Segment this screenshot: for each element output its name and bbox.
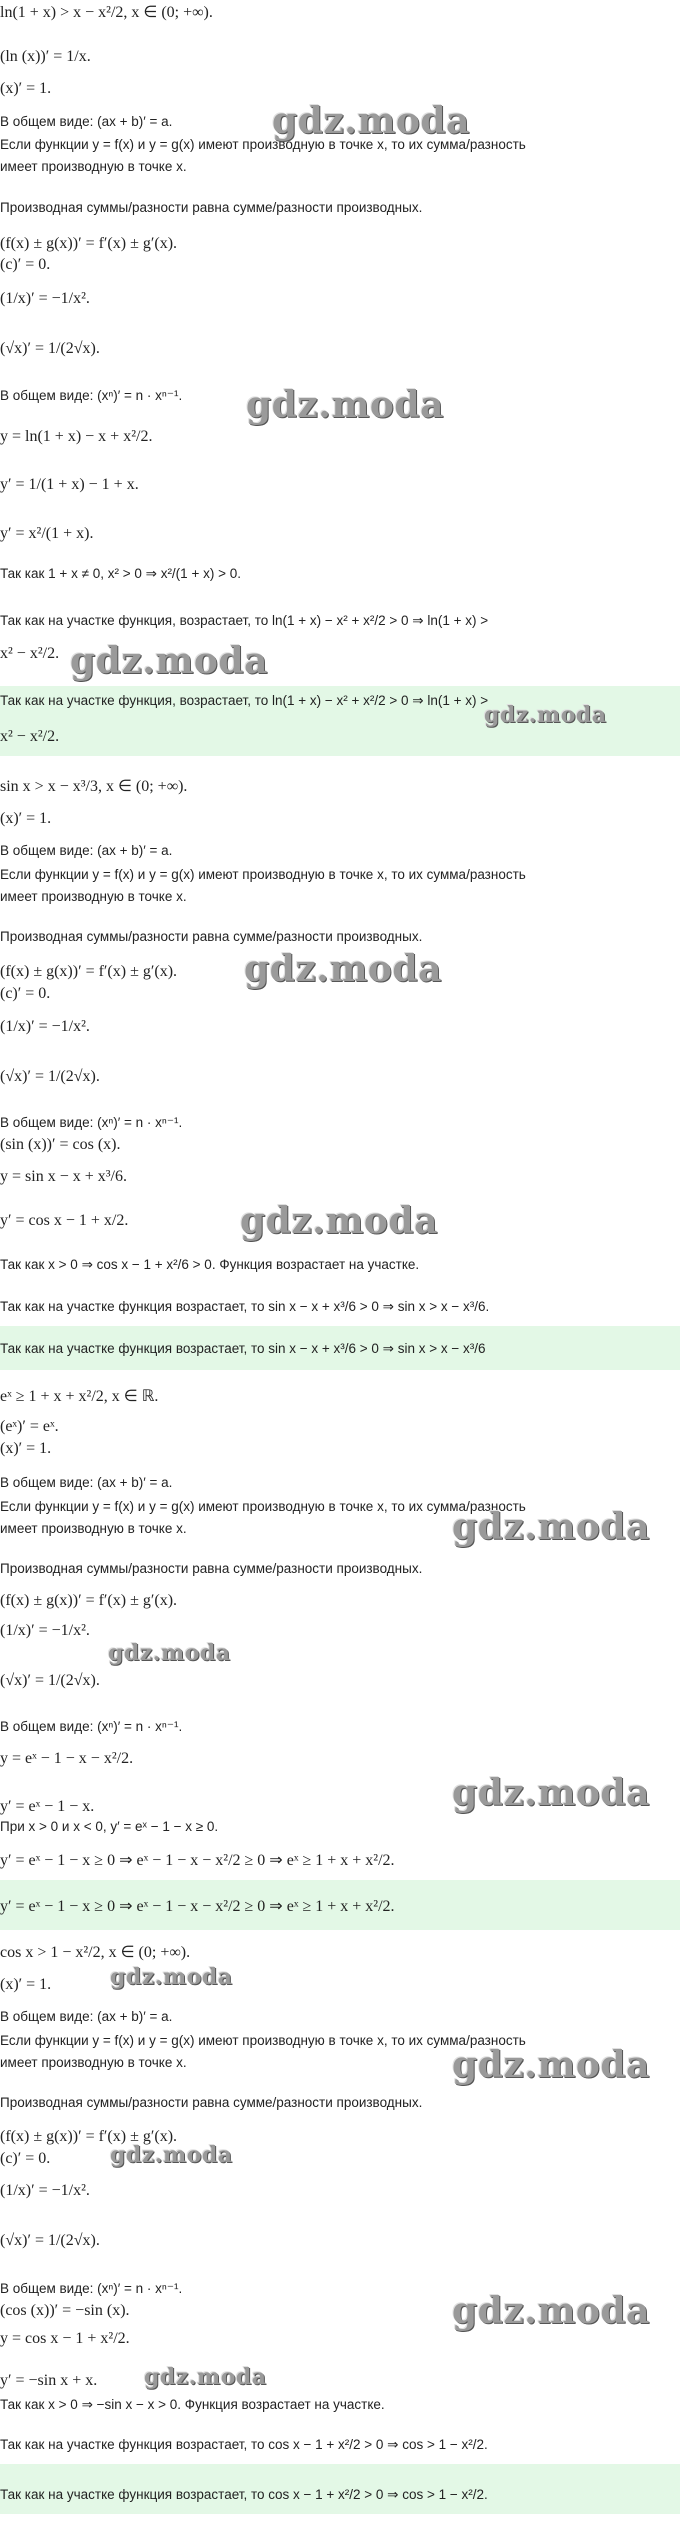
- text-line: имеет производную в точке x.: [0, 159, 187, 174]
- formula-line: (f(x) ± g(x))′ = f′(x) ± g′(x).: [0, 963, 178, 980]
- watermark-logo: gdz.moda: [452, 2044, 650, 2086]
- formula-line: (√x)′ = 1/(2√x).: [0, 340, 100, 357]
- formula-line: sin x > x − x³/3, x ∈ (0; +∞).: [0, 778, 188, 795]
- watermark-logo: gdz.moda: [246, 384, 444, 426]
- text-line: имеет производную в точке x.: [0, 2055, 187, 2070]
- formula-line: (√x)′ = 1/(2√x).: [0, 2232, 100, 2249]
- formula-line: (1/x)′ = −1/x².: [0, 1018, 90, 1035]
- text-line: В общем виде: (xⁿ)′ = n · xⁿ⁻¹.: [0, 2281, 183, 2296]
- formula-line: (√x)′ = 1/(2√x).: [0, 1068, 100, 1085]
- watermark-logo: gdz.moda: [452, 1506, 650, 1548]
- formula-line: (x)′ = 1.: [0, 1976, 52, 1993]
- text-line: В общем виде: (ax + b)′ = a.: [0, 2009, 173, 2024]
- text-line: Производная суммы/разности равна сумме/разности производных.: [0, 929, 423, 944]
- formula-line: (c)′ = 0.: [0, 256, 51, 273]
- text-line: Так как на участке функция возрастает, то cos x − 1 + x²/2 > 0 ⇒ cos > 1 − x²/2.: [0, 2437, 488, 2452]
- text-line: В общем виде: (ax + b)′ = a.: [0, 114, 173, 129]
- formula-line: (1/x)′ = −1/x².: [0, 2182, 90, 2199]
- formula-line: (1/x)′ = −1/x².: [0, 290, 90, 307]
- formula-line: (sin (x))′ = cos (x).: [0, 1136, 121, 1153]
- formula-line: y = ln(1 + x) − x + x²/2.: [0, 428, 153, 445]
- text-line: В общем виде: (xⁿ)′ = n · xⁿ⁻¹.: [0, 1115, 183, 1130]
- text-line: имеет производную в точке x.: [0, 889, 187, 904]
- formula-line: y′ = x²/(1 + x).: [0, 525, 94, 542]
- text-line: В общем виде: (xⁿ)′ = n · xⁿ⁻¹.: [0, 388, 183, 403]
- text-line: Производная суммы/разности равна сумме/разности производных.: [0, 1561, 423, 1576]
- formula-line: (c)′ = 0.: [0, 985, 51, 1002]
- text-line: При x > 0 и x < 0, y′ = eˣ − 1 − x ≥ 0.: [0, 1819, 219, 1834]
- watermark-logo: gdz.moda: [244, 948, 442, 990]
- formula-line: y′ = 1/(1 + x) − 1 + x.: [0, 476, 139, 493]
- text-line: Так как x > 0 ⇒ −sin x − x > 0. Функция возрастает на участке.: [0, 2397, 385, 2412]
- formula-line: eˣ ≥ 1 + x + x²/2, x ∈ ℝ.: [0, 1388, 159, 1405]
- text-line: Если функции y = f(x) и y = g(x) имеют производную в точке x, то их сумма/разность: [0, 867, 526, 882]
- formula-line: (1/x)′ = −1/x².: [0, 1622, 90, 1639]
- text-line: Так как 1 + x ≠ 0, x² > 0 ⇒ x²/(1 + x) > 0.: [0, 566, 241, 581]
- formula-line: x² − x²/2.: [0, 728, 60, 745]
- formula-line: y = eˣ − 1 − x − x²/2.: [0, 1750, 134, 1767]
- formula-line: (f(x) ± g(x))′ = f′(x) ± g′(x).: [0, 235, 178, 252]
- formula-line: (x)′ = 1.: [0, 80, 52, 97]
- text-line: Так как на участке функция возрастает, то sin x − x + x³/6 > 0 ⇒ sin x > x − x³/6: [0, 1341, 486, 1356]
- watermark-logo: gdz.moda: [110, 2142, 233, 2168]
- text-line: имеет производную в точке x.: [0, 1521, 187, 1536]
- watermark-logo: gdz.moda: [272, 100, 470, 142]
- formula-line: (f(x) ± g(x))′ = f′(x) ± g′(x).: [0, 1592, 178, 1609]
- watermark-logo: gdz.moda: [110, 1964, 233, 1990]
- formula-line: (ln (x))′ = 1/x.: [0, 48, 91, 65]
- text-line: Производная суммы/разности равна сумме/разности производных.: [0, 2095, 423, 2110]
- formula-line: (cos (x))′ = −sin (x).: [0, 2302, 130, 2319]
- text-line: В общем виде: (xⁿ)′ = n · xⁿ⁻¹.: [0, 1719, 183, 1734]
- formula-line: (x)′ = 1.: [0, 810, 52, 827]
- formula-line: (√x)′ = 1/(2√x).: [0, 1672, 100, 1689]
- formula-line: (x)′ = 1.: [0, 1440, 52, 1457]
- formula-line: (c)′ = 0.: [0, 2150, 51, 2167]
- text-line: Так как x > 0 ⇒ cos x − 1 + x²/6 > 0. Функция возрастает на участке.: [0, 1257, 420, 1272]
- text-line: В общем виде: (ax + b)′ = a.: [0, 1475, 173, 1490]
- text-line: Производная суммы/разности равна сумме/разности производных.: [0, 200, 423, 215]
- formula-line: y′ = eˣ − 1 − x.: [0, 1798, 95, 1815]
- watermark-logo: gdz.moda: [452, 2290, 650, 2332]
- watermark-logo: gdz.moda: [240, 1200, 438, 1242]
- formula-line: x² − x²/2.: [0, 645, 60, 662]
- text-line: Если функции y = f(x) и y = g(x) имеют производную в точке x, то их сумма/разность: [0, 137, 526, 152]
- text-line: Так как на участке функция, возрастает, то ln(1 + x) − x² + x²/2 > 0 ⇒ ln(1 + x) >: [0, 693, 489, 708]
- text-line: В общем виде: (ax + b)′ = a.: [0, 843, 173, 858]
- formula-line: y′ = eˣ − 1 − x ≥ 0 ⇒ eˣ − 1 − x − x²/2 ≥ 0 ⇒ eˣ ≥ 1 + x + x²/2.: [0, 1852, 395, 1869]
- formula-line: (f(x) ± g(x))′ = f′(x) ± g′(x).: [0, 2128, 178, 2145]
- text-line: Так как на участке функция возрастает, то sin x − x + x³/6 > 0 ⇒ sin x > x − x³/6.: [0, 1299, 490, 1314]
- formula-line: y = sin x − x + x³/6.: [0, 1168, 127, 1185]
- formula-line: y′ = eˣ − 1 − x ≥ 0 ⇒ eˣ − 1 − x − x²/2 ≥ 0 ⇒ eˣ ≥ 1 + x + x²/2.: [0, 1898, 395, 1915]
- text-line: Если функции y = f(x) и y = g(x) имеют производную в точке x, то их сумма/разность: [0, 1499, 526, 1514]
- watermark-logo: gdz.moda: [452, 1772, 650, 1814]
- watermark-logo: gdz.moda: [144, 2364, 267, 2390]
- watermark-logo: gdz.moda: [484, 702, 607, 728]
- text-line: Если функции y = f(x) и y = g(x) имеют производную в точке x, то их сумма/разность: [0, 2033, 526, 2048]
- formula-line: (eˣ)′ = eˣ.: [0, 1418, 59, 1435]
- formula-line: y′ = cos x − 1 + x/2.: [0, 1212, 129, 1229]
- text-line: Так как на участке функция возрастает, то cos x − 1 + x²/2 > 0 ⇒ cos > 1 − x²/2.: [0, 2487, 488, 2502]
- formula-line: cos x > 1 − x²/2, x ∈ (0; +∞).: [0, 1944, 191, 1961]
- formula-line: ln(1 + x) > x − x²/2, x ∈ (0; +∞).: [0, 4, 213, 21]
- watermark-logo: gdz.moda: [70, 640, 268, 682]
- text-line: Так как на участке функция, возрастает, то ln(1 + x) − x² + x²/2 > 0 ⇒ ln(1 + x) >: [0, 613, 489, 628]
- formula-line: y = cos x − 1 + x²/2.: [0, 2330, 130, 2347]
- formula-line: y′ = −sin x + x.: [0, 2372, 98, 2389]
- watermark-logo: gdz.moda: [108, 1640, 231, 1666]
